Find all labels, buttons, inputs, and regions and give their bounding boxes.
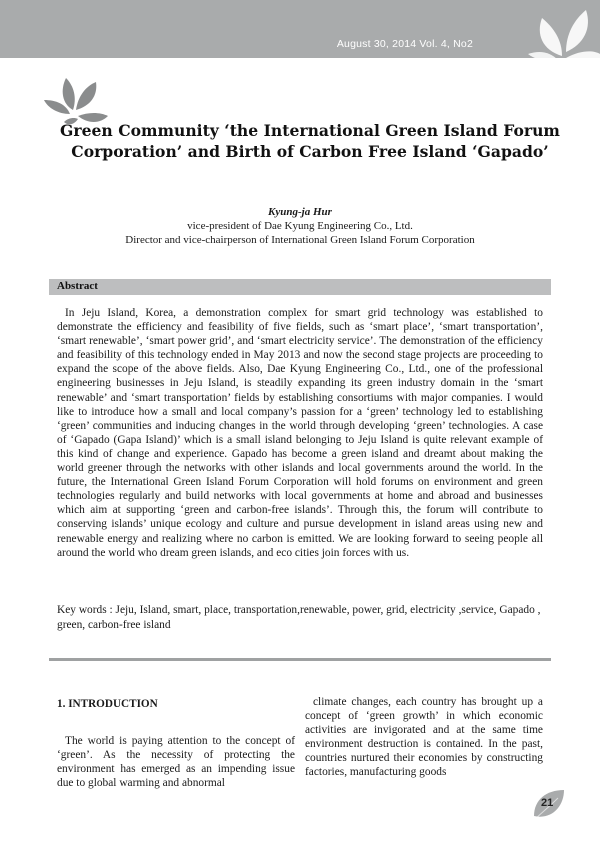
keywords: Key words : Jeju, Island, smart, place, transportation,renewable, power, grid, electricity ,service, Gapado , green, carbon-free island xyxy=(57,604,541,631)
issue-info: August 30, 2014 Vol. 4, No2 xyxy=(336,38,473,50)
abstract-label: Abstract xyxy=(57,280,98,292)
abstract-heading-bar xyxy=(49,279,551,295)
abstract-body: In Jeju Island, Korea, a demonstration complex for smart grid technology was established to demonstrate the efficiency and feasibility of five fields, such as ‘smart place’, ‘smart transportation’, ‘smart renewable’, ‘smart power grid’, and ‘smart electricity service’. The demonstration of the efficiency and feasibility of this technology ended in May 2013 and now the second stage projects are proceeding to expand the scope of the above fields. Also, Dae Kyung Engineering Co., Ltd., one of the professional engineering businesses in Jeju Island, is steadily expanding its green industry domain in the ‘smart renewable’ and ‘smart transportation’ fields by establishing consortiums with major companies. I would like to introduce how a small and local company’s passion for a ‘green’ technology led to establishing ‘green’ communities and inducing changes in the world through developing ‘green’ technologies. A case of ‘Gapado (Gapa Island)’ which is a small island belonging to Jeju Island is quite relevant example of this kind of change and experience. Gapado has become a green island and dreamt about making the world greener through the networks with other islands and local governments around the world. In the future, the International Green Island Forum Corporation will hold forums on environment and green technologies regularly and build networks with local governments at home and abroad and businesses which aim at supporting ‘green and carbon-free islands’. Through this, the forum will contribute to conserving islands’ unique ecology and culture and pursue development in island areas using new and renewable energy and realizing where no carbon is emitted. We are looking forward to seeing people all around the world who dream green islands, and eco cities join forces with us. xyxy=(57,307,543,559)
author-affiliation-secondary: Director and vice-chairperson of International Green Island Forum Corporation xyxy=(125,234,475,246)
section-heading-introduction: 1. INTRODUCTION xyxy=(57,698,158,710)
section-divider xyxy=(49,658,551,661)
author-name: Kyung-ja Hur xyxy=(268,206,332,218)
leaf-sprout-icon xyxy=(482,0,600,70)
author-affiliation: vice-president of Dae Kyung Engineering Co., Ltd. xyxy=(187,220,413,232)
introduction-right-column: climate changes, each country has brought up a concept of ‘green growth’ in which economic activities are invigorated and at the same time environment destruction is contained. In the past, countries nurtured their economies by constructing factories, manufacturing goods xyxy=(305,696,543,778)
introduction-left-column: The world is paying attention to the concept of ‘green’. As the necessity of protecting the environment has emerged as an impending issue due to global warming and abnormal xyxy=(57,735,295,789)
paper-title: Green Community ‘the International Green Island Forum Corporation’ and Birth of Carbon Free Island ‘Gapado’ xyxy=(60,121,560,161)
page-number: 21 xyxy=(541,797,554,809)
